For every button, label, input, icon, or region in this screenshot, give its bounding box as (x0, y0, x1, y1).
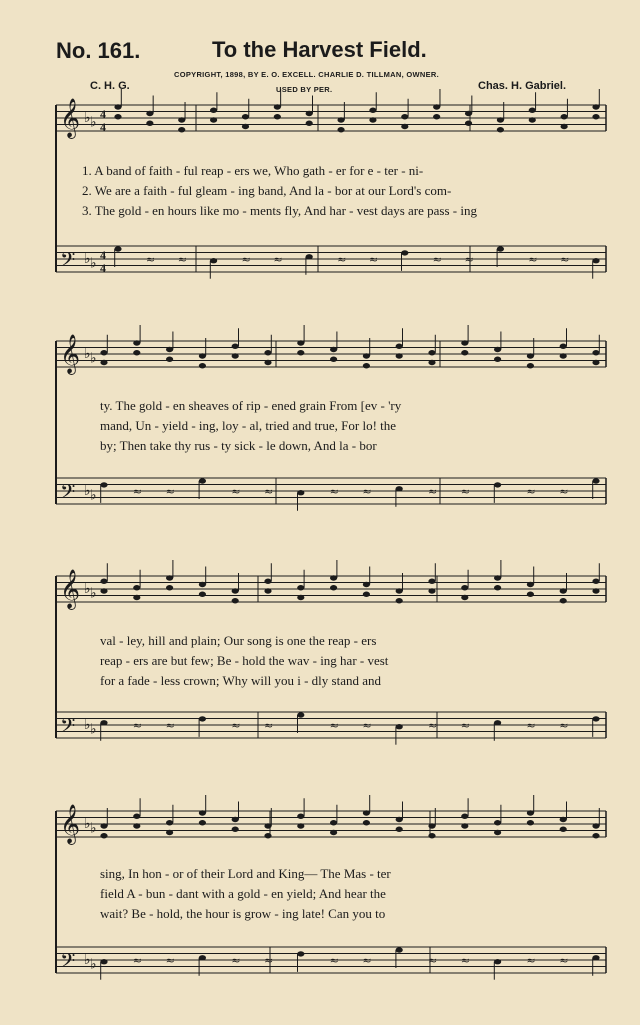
note-head (592, 579, 599, 584)
note-head (178, 117, 185, 122)
lyric-line: field A - bun - dant with a gold - en yield; And hear the (100, 886, 386, 901)
note-head (396, 588, 403, 593)
flat-icon: ♭ (90, 487, 97, 504)
note-head (297, 585, 304, 590)
rest-icon: ≈ (177, 253, 187, 266)
rest-icon: ≈ (464, 253, 474, 266)
note-head (199, 955, 206, 960)
note-head (306, 121, 313, 126)
copyright-notice: COPYRIGHT, 1898, BY E. O. EXCELL. CHARLIE D. TILLMAN, OWNER. (174, 70, 439, 79)
rest-icon: ≈ (362, 719, 372, 732)
note-head (100, 823, 107, 828)
lyric-line: for a fade - less crown; Why will you i - dly stand and (100, 673, 381, 688)
lyric-line: ty. The gold - en sheaves of rip - ened grain From [ev - 'ry (100, 398, 402, 413)
flat-icon: ♭ (84, 346, 91, 362)
note-head (297, 340, 304, 345)
note-head (561, 124, 568, 129)
bass-clef-icon: 𝄢 (60, 714, 76, 742)
note-head (232, 817, 239, 822)
note-head (199, 716, 206, 721)
note-head (592, 716, 599, 721)
treble-clef-icon: 𝄞 (60, 804, 81, 844)
note-head (330, 575, 337, 580)
note-head (497, 127, 504, 132)
note-head (133, 340, 140, 345)
note-head (306, 111, 313, 116)
note-head (428, 588, 435, 593)
note-head (396, 947, 403, 952)
note-head (274, 104, 281, 109)
note-head (401, 114, 408, 119)
note-head (592, 350, 599, 355)
lyricist: C. H. G. (90, 80, 130, 92)
rest-icon: ≈ (559, 719, 569, 732)
note-head (264, 833, 271, 838)
note-head (210, 108, 217, 113)
bass-clef-icon: 𝄢 (60, 480, 76, 508)
note-head (297, 490, 304, 495)
treble-clef-icon: 𝄞 (60, 569, 81, 609)
note-head (232, 353, 239, 358)
lyric-line: mand, Un - yield - ing, loy - al, tried and true, For lo! the (100, 418, 397, 433)
lyric-line: 3. The gold - en hours like mo - ments fly, And har - vest days are pass - ing (82, 203, 477, 218)
note-head (232, 588, 239, 593)
note-head (494, 820, 501, 825)
rest-icon: ≈ (460, 719, 471, 732)
note-head (210, 258, 217, 263)
note-head (494, 959, 501, 964)
note-head (529, 117, 536, 122)
treble-clef-icon: 𝄞 (60, 334, 81, 374)
flat-icon: ♭ (90, 585, 97, 602)
note-head (433, 104, 440, 109)
note-head (330, 820, 337, 825)
note-head (428, 579, 435, 584)
note-head (494, 830, 501, 835)
rest-icon: ≈ (560, 253, 570, 266)
note-head (166, 357, 173, 362)
note-head (100, 579, 107, 584)
note-head (529, 108, 536, 113)
rest-icon: ≈ (559, 485, 569, 498)
note-head (297, 712, 304, 717)
composer: Chas. H. Gabriel. (478, 80, 567, 92)
rest-icon: ≈ (337, 253, 347, 266)
note-head (396, 598, 403, 603)
note-head (363, 820, 370, 825)
note-head (100, 350, 107, 355)
note-head (428, 833, 435, 838)
rest-icon: ≈ (264, 954, 274, 967)
note-head (369, 108, 376, 113)
note-head (527, 353, 534, 358)
note-head (166, 347, 173, 352)
rest-icon: ≈ (165, 954, 175, 967)
note-head (274, 114, 281, 119)
rest-icon: ≈ (526, 485, 536, 498)
note-head (592, 104, 599, 109)
note-head (560, 344, 567, 349)
rest-icon: ≈ (428, 719, 438, 732)
rest-icon: ≈ (273, 253, 283, 266)
note-head (232, 827, 239, 832)
note-head (330, 585, 337, 590)
note-head (497, 117, 504, 122)
note-head (199, 592, 206, 597)
note-head (100, 833, 107, 838)
rest-icon: ≈ (460, 485, 471, 498)
rest-icon: ≈ (241, 253, 251, 266)
flat-icon: ♭ (84, 952, 91, 968)
note-head (100, 482, 107, 487)
note-head (560, 353, 567, 358)
note-head (297, 951, 304, 956)
note-head (592, 114, 599, 119)
rest-icon: ≈ (432, 253, 442, 266)
note-head (396, 353, 403, 358)
note-head (133, 823, 140, 828)
time-signature: 4 (100, 120, 106, 134)
note-head (297, 823, 304, 828)
note-head (114, 246, 121, 251)
flat-icon: ♭ (84, 717, 91, 733)
rest-icon: ≈ (559, 954, 569, 967)
note-head (232, 344, 239, 349)
note-head (306, 254, 313, 259)
rest-icon: ≈ (231, 954, 241, 967)
note-head (401, 124, 408, 129)
flat-icon: ♭ (90, 350, 97, 367)
note-head (592, 823, 599, 828)
note-head (494, 720, 501, 725)
note-head (396, 344, 403, 349)
flat-icon: ♭ (90, 255, 97, 272)
note-head (166, 830, 173, 835)
flat-icon: ♭ (84, 581, 91, 597)
rest-icon: ≈ (329, 954, 339, 967)
note-head (330, 830, 337, 835)
note-head (527, 592, 534, 597)
note-head (199, 478, 206, 483)
rest-icon: ≈ (329, 485, 339, 498)
note-head (363, 582, 370, 587)
note-head (363, 810, 370, 815)
note-head (199, 582, 206, 587)
rest-icon: ≈ (145, 253, 156, 266)
rest-icon: ≈ (428, 485, 438, 498)
note-head (199, 363, 206, 368)
note-head (461, 823, 468, 828)
rest-icon: ≈ (526, 954, 536, 967)
note-head (497, 246, 504, 251)
note-head (337, 127, 344, 132)
rest-icon: ≈ (428, 954, 438, 967)
bass-clef-icon: 𝄢 (60, 949, 76, 977)
note-head (494, 482, 501, 487)
note-head (297, 350, 304, 355)
flat-icon: ♭ (90, 820, 97, 837)
time-signature: 4 (100, 261, 106, 275)
note-head (242, 114, 249, 119)
lyric-line: val - ley, hill and plain; Our song is one the reap - ers (100, 633, 377, 648)
rest-icon: ≈ (231, 485, 241, 498)
note-head (592, 588, 599, 593)
note-head (494, 357, 501, 362)
note-head (592, 955, 599, 960)
rest-icon: ≈ (362, 954, 372, 967)
note-head (100, 360, 107, 365)
lyric-line: wait? Be - hold, the hour is grow - ing late! Can you to (100, 906, 386, 921)
rest-icon: ≈ (132, 954, 143, 967)
note-head (330, 357, 337, 362)
flat-icon: ♭ (90, 721, 97, 738)
note-head (199, 810, 206, 815)
flat-icon: ♭ (90, 956, 97, 973)
note-head (396, 724, 403, 729)
note-head (337, 117, 344, 122)
note-head (428, 350, 435, 355)
note-head (146, 111, 153, 116)
rest-icon: ≈ (165, 485, 175, 498)
note-head (114, 104, 121, 109)
note-head (264, 360, 271, 365)
note-head (560, 827, 567, 832)
note-head (592, 833, 599, 838)
note-head (330, 347, 337, 352)
note-head (428, 360, 435, 365)
rest-icon: ≈ (368, 253, 379, 266)
note-head (114, 114, 121, 119)
rest-icon: ≈ (264, 485, 274, 498)
time-signature: 4 (100, 248, 106, 262)
note-head (166, 585, 173, 590)
hymn-number: No. 161. (56, 38, 141, 63)
note-head (465, 111, 472, 116)
note-head (363, 353, 370, 358)
note-head (592, 258, 599, 263)
note-head (100, 720, 107, 725)
rest-icon: ≈ (264, 719, 274, 732)
note-head (369, 117, 376, 122)
note-head (199, 820, 206, 825)
note-head (461, 595, 468, 600)
note-head (560, 817, 567, 822)
note-head (494, 585, 501, 590)
note-head (592, 478, 599, 483)
note-head (561, 114, 568, 119)
note-head (461, 814, 468, 819)
note-head (461, 585, 468, 590)
note-head (527, 810, 534, 815)
rest-icon: ≈ (362, 485, 372, 498)
note-head (461, 350, 468, 355)
note-head (166, 575, 173, 580)
note-head (560, 598, 567, 603)
note-head (465, 121, 472, 126)
note-head (527, 820, 534, 825)
note-head (494, 575, 501, 580)
note-head (461, 340, 468, 345)
note-head (297, 595, 304, 600)
lyric-line: by; Then take thy rus - ty sick - le down, And la - bor (100, 438, 377, 453)
hymn-title: To the Harvest Field. (212, 37, 427, 62)
note-head (264, 579, 271, 584)
note-head (133, 585, 140, 590)
note-head (264, 350, 271, 355)
note-head (242, 124, 249, 129)
used-by-permission: USED BY PER. (276, 85, 333, 94)
note-head (527, 582, 534, 587)
rest-icon: ≈ (329, 719, 339, 732)
note-head (199, 353, 206, 358)
lyric-line: reap - ers are but few; Be - hold the wav - ing har - vest (100, 653, 389, 668)
note-head (166, 820, 173, 825)
flat-icon: ♭ (84, 816, 91, 832)
rest-icon: ≈ (460, 954, 471, 967)
rest-icon: ≈ (526, 719, 536, 732)
note-head (210, 117, 217, 122)
time-signature: 4 (100, 107, 106, 121)
note-head (396, 827, 403, 832)
note-head (297, 814, 304, 819)
flat-icon: ♭ (84, 483, 91, 499)
note-head (264, 588, 271, 593)
note-head (133, 595, 140, 600)
note-head (396, 817, 403, 822)
note-head (146, 121, 153, 126)
note-head (433, 114, 440, 119)
note-head (133, 814, 140, 819)
note-head (560, 588, 567, 593)
lyric-line: 2. We are a faith - ful gleam - ing band, And la - bor at our Lord's com- (82, 183, 452, 198)
note-head (100, 588, 107, 593)
rest-icon: ≈ (132, 485, 143, 498)
note-head (264, 823, 271, 828)
note-head (428, 823, 435, 828)
flat-icon: ♭ (84, 251, 91, 267)
lyric-line: sing, In hon - or of their Lord and King— The Mas - ter (100, 866, 391, 881)
note-head (363, 592, 370, 597)
note-head (396, 486, 403, 491)
note-head (592, 360, 599, 365)
flat-icon: ♭ (90, 114, 97, 131)
note-head (178, 127, 185, 132)
note-head (100, 959, 107, 964)
rest-icon: ≈ (165, 719, 175, 732)
lyric-line: 1. A band of faith - ful reap - ers we, Who gath - er for e - ter - ni- (82, 163, 424, 178)
rest-icon: ≈ (528, 253, 538, 266)
note-head (494, 347, 501, 352)
note-head (363, 363, 370, 368)
rest-icon: ≈ (132, 719, 143, 732)
bass-clef-icon: 𝄢 (60, 248, 76, 276)
note-head (527, 363, 534, 368)
note-head (133, 350, 140, 355)
note-head (232, 598, 239, 603)
rest-icon: ≈ (231, 719, 241, 732)
note-head (401, 250, 408, 255)
flat-icon: ♭ (84, 110, 91, 126)
treble-clef-icon: 𝄞 (60, 98, 81, 138)
